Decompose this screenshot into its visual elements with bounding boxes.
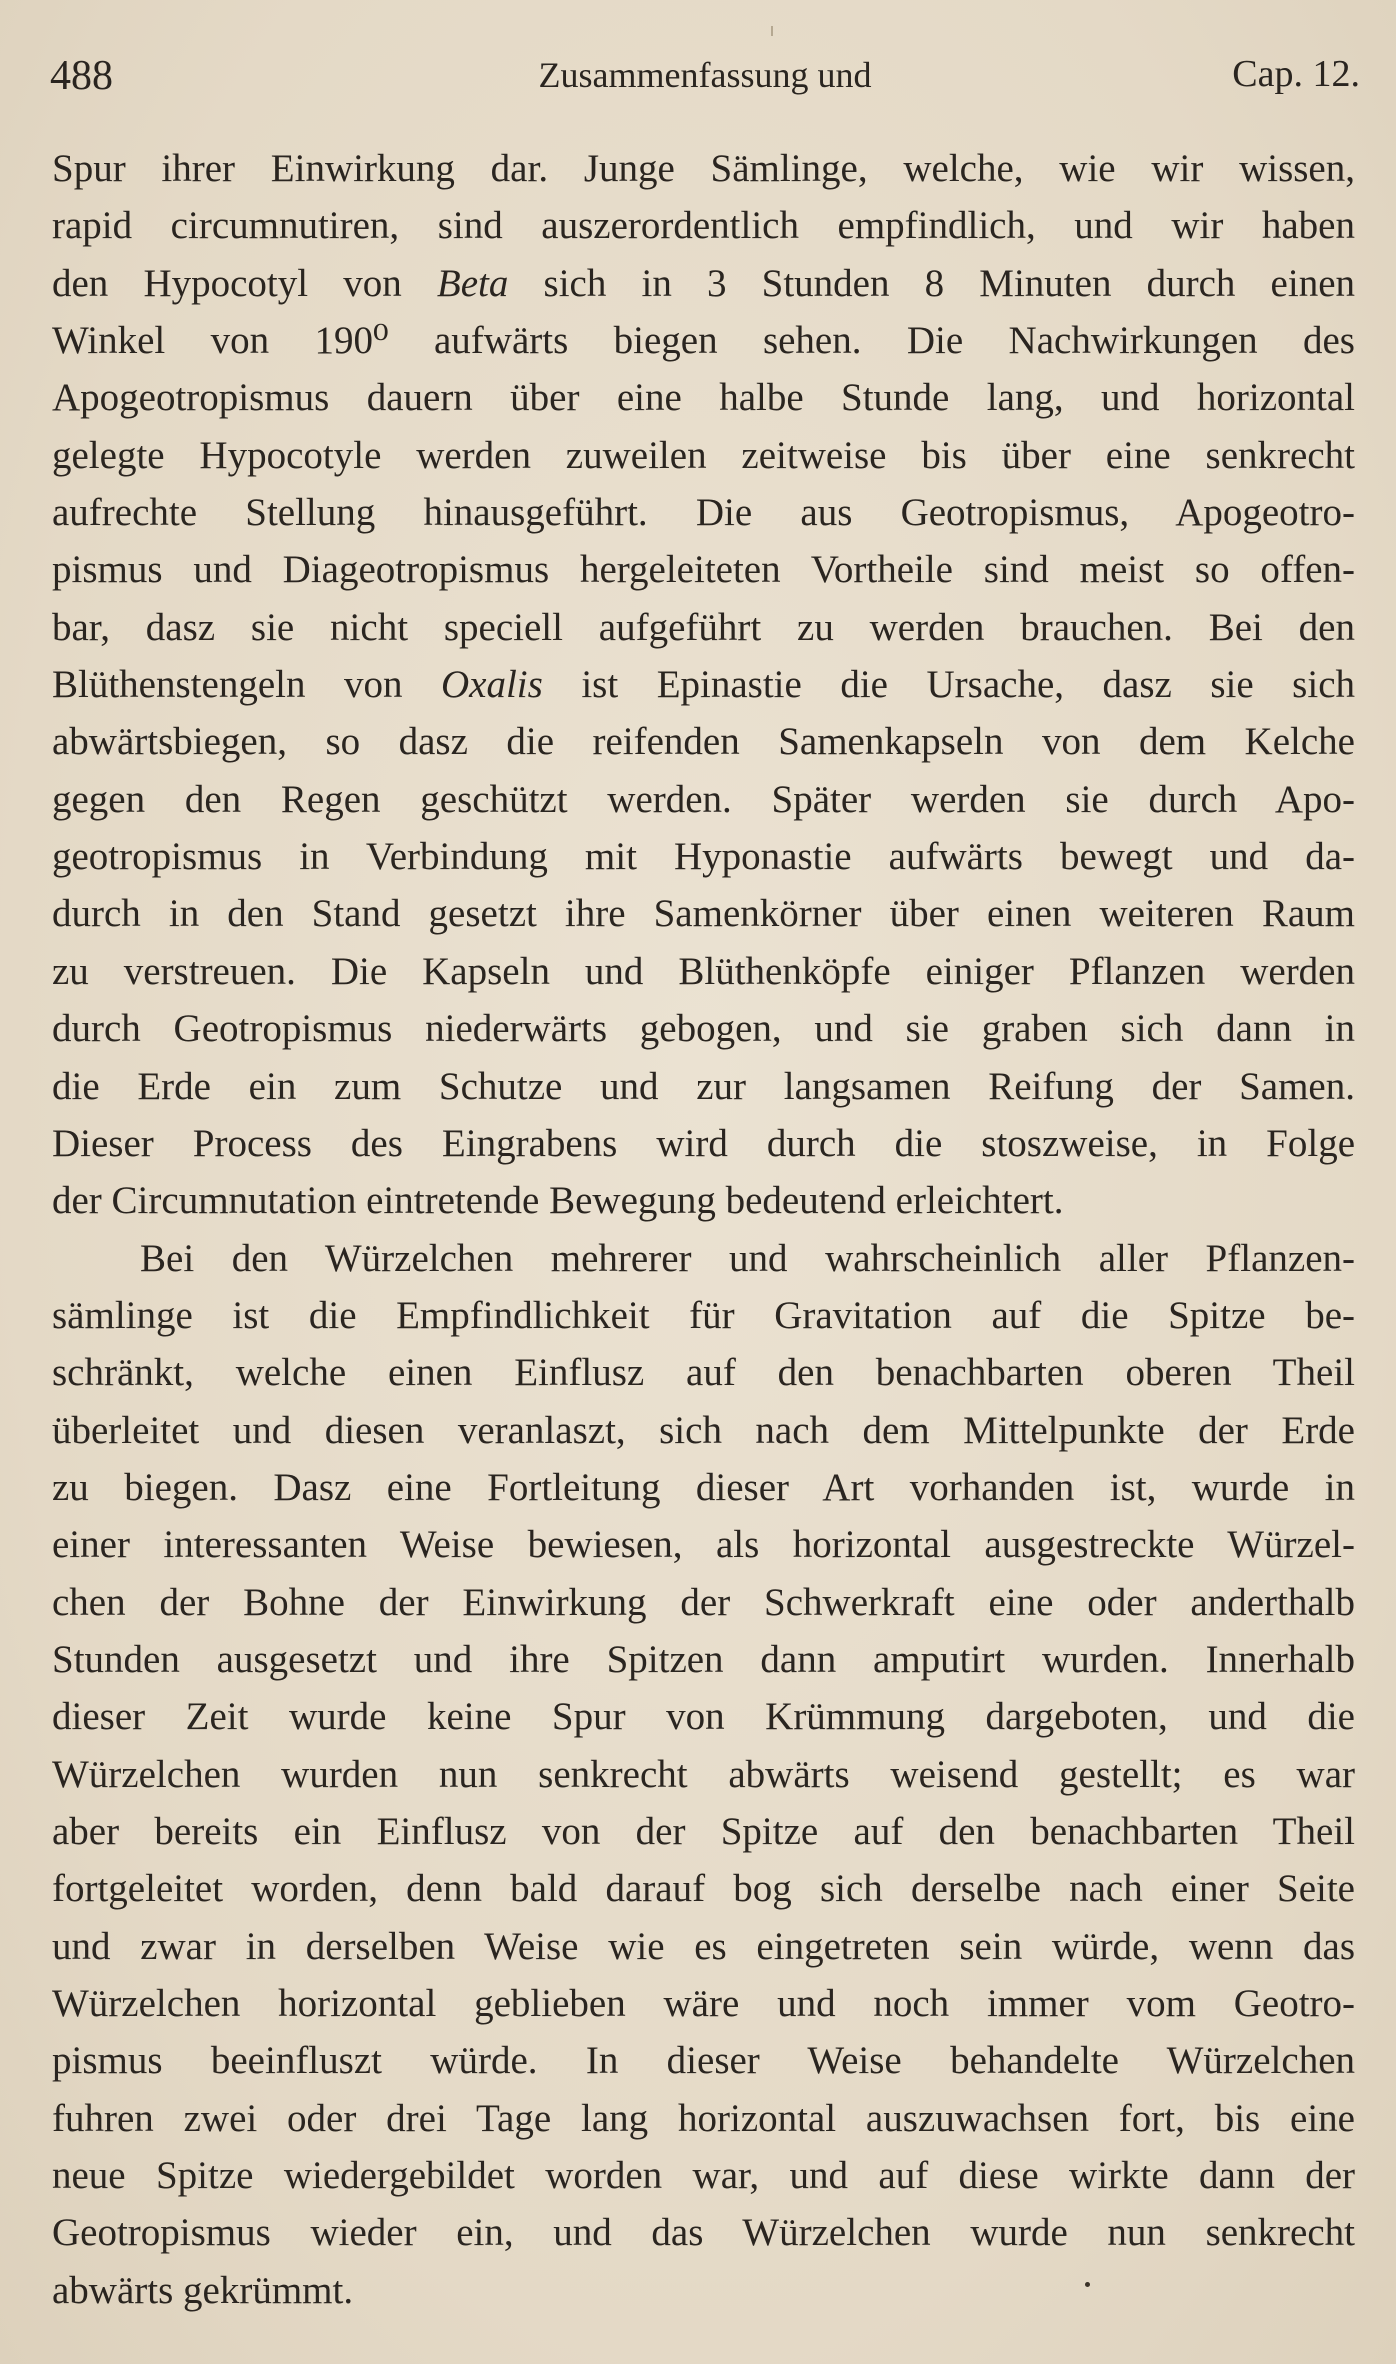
text-line: Bei den Würzelchen mehrerer und wahrscheinlich aller Pflanzen- [140,1236,1355,1280]
text-line: abwärts gekrümmt. [52,2268,354,2312]
text-line: bar, dasz sie nicht speciell aufgeführt zu werden brauchen. Bei den [52,605,1355,649]
text-line: Würzelchen horizontal geblieben wäre und noch immer vom Geotro- [52,1982,1355,2025]
print-mark [771,26,773,36]
text-line: rapid circumnutiren, sind auszerordentlich empfindlich, und wir haben [52,204,1355,248]
paragraph [52,140,1355,1230]
text-line: aber bereits ein Einflusz von der Spitze auf den benachbarten Theil [52,1809,1355,1853]
text-line: neue Spitze wiedergebildet worden war, und auf diese wirkte dann der [52,2154,1355,2198]
text-line: Würzelchen wurden nun senkrecht abwärts weisend gestellt; es war [52,1752,1355,1796]
running-title: Zusammenfassung und [538,55,872,95]
text-line: aufrechte Stellung hinausgeführt. Die aus Geotropismus, Apogeotro- [52,491,1355,535]
text-line: gelegte Hypocotyle werden zuweilen zeitweise bis über eine senkrecht [52,433,1355,477]
paragraph [52,1230,1355,2320]
text-line: die Erde ein zum Schutze und zur langsamen Reifung der Samen. [52,1064,1355,1108]
text-line: Stunden ausgesetzt und ihre Spitzen dann amputirt wurden. Innerhalb [52,1637,1355,1681]
text-line: zu verstreuen. Die Kapseln und Blüthenköpfe einiger Pflanzen werden [52,949,1355,993]
text-line: abwärtsbiegen, so dasz die reifenden Samenkapseln von dem Kelche [52,720,1355,764]
text-line: einer interessanten Weise bewiesen, als horizontal ausgestreckte Würzel- [52,1523,1355,1567]
text-line: durch in den Stand gesetzt ihre Samenkörner über einen weiteren Raum [52,892,1355,936]
text-line: chen der Bohne der Einwirkung der Schwerkraft eine oder anderthalb [52,1580,1355,1624]
body-text [52,140,1355,2319]
text-line: Geotropismus wieder ein, und das Würzelchen wurde nun senkrecht [52,2211,1355,2255]
text-line: dieser Zeit wurde keine Spur von Krümmung dargeboten, und die [52,1695,1355,1739]
text-line: sämlinge ist die Empfindlichkeit für Gravitation auf die Spitze be- [52,1293,1355,1337]
text-line: Blüthenstengeln von Oxalis ist Epinastie die Ursache, dasz sie sich [52,663,1355,707]
text-line: geotropismus in Verbindung mit Hyponastie aufwärts bewegt und da- [52,835,1355,879]
text-line: den Hypocotyl von Beta sich in 3 Stunden 8 Minuten durch einen [52,261,1355,305]
text-line: schränkt, welche einen Einflusz auf den benachbarten oberen Theil [52,1351,1355,1395]
text-line: zu biegen. Dasz eine Fortleitung dieser Art vorhanden ist, wurde in [52,1465,1355,1509]
text-line: fuhren zwei oder drei Tage lang horizontal auszuwachsen fort, bis eine [52,2096,1355,2140]
chapter-label: Cap. 12. [1232,53,1360,95]
text-line: und zwar in derselben Weise wie es eingetreten sein würde, wenn das [52,1924,1355,1968]
text-line: gegen den Regen geschützt werden. Später werden sie durch Apo- [52,777,1355,821]
text-line: überleitet und diesen veranlaszt, sich nach dem Mittelpunkte der Erde [52,1408,1355,1452]
text-line: Spur ihrer Einwirkung dar. Junge Sämlinge, welche, wie wir wissen, [52,147,1355,190]
page-header [50,52,1360,102]
text-line: Dieser Process des Eingrabens wird durch die stoszweise, in Folge [52,1121,1355,1165]
text-line: durch Geotropismus niederwärts gebogen, und sie graben sich dann in [52,1007,1355,1051]
text-line: Winkel von 190⁰ aufwärts biegen sehen. Die Nachwirkungen des [52,319,1355,363]
text-line: fortgeleitet worden, denn bald darauf bog sich derselbe nach einer Seite [52,1867,1355,1911]
page-number: 488 [50,53,113,99]
text-line: der Circumnutation eintretende Bewegung bedeutend erleichtert. [52,1179,1064,1223]
text-line: Apogeotropismus dauern über eine halbe Stunde lang, und horizontal [52,376,1355,420]
text-line: pismus beeinfluszt würde. In dieser Weise behandelte Würzelchen [52,2039,1355,2083]
ink-speck [1085,2282,1090,2287]
text-line: pismus und Diageotropismus hergeleiteten Vortheile sind meist so offen- [52,548,1355,592]
